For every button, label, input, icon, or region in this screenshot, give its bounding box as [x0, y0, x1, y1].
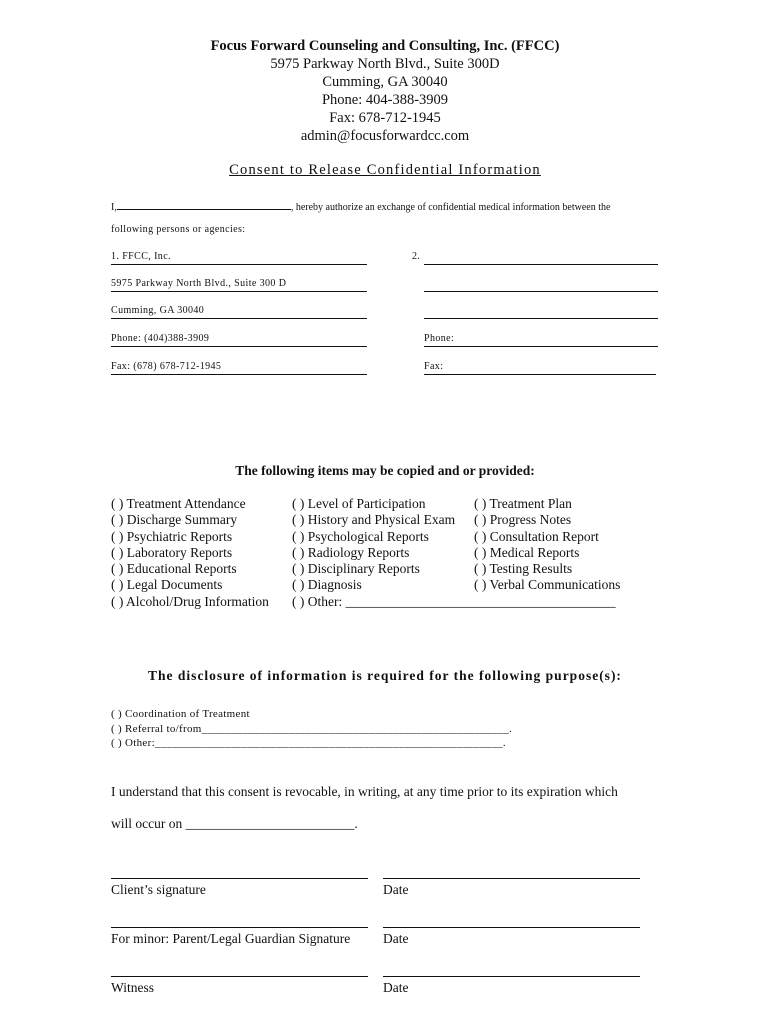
- party2-number: 2.: [412, 251, 421, 262]
- purpose-other[interactable]: ( ) Other:____________________________________________________________.: [111, 737, 506, 749]
- items-column-3: [474, 496, 620, 594]
- item-diagnosis[interactable]: ( ) Diagnosis: [292, 577, 362, 593]
- item-verbal-communications[interactable]: ( ) Verbal Communications: [474, 577, 621, 593]
- party1-phone: Phone: (404)388-3909: [111, 333, 367, 347]
- purpose-section-title: The disclosure of information is required for the following purpose(s):: [148, 668, 622, 683]
- client-date-label: Date: [383, 882, 409, 897]
- item-discharge-summary[interactable]: ( ) Discharge Summary: [111, 512, 238, 528]
- item-consultation-report[interactable]: ( ) Consultation Report: [474, 528, 599, 544]
- guardian-signature-line[interactable]: [111, 926, 368, 928]
- party2-name-field[interactable]: [424, 251, 658, 265]
- witness-signature-label: Witness: [111, 980, 154, 995]
- item-treatment-plan[interactable]: ( ) Treatment Plan: [474, 496, 572, 511]
- authorization-line2: following persons or agencies:: [111, 224, 246, 235]
- items-column-1: [111, 496, 269, 610]
- witness-signature-line[interactable]: [111, 975, 368, 977]
- item-alcohol-drug-information[interactable]: ( ) Alcohol/Drug Information: [111, 593, 269, 609]
- client-signature-line[interactable]: [111, 877, 368, 879]
- form-title: Consent to Release Confidential Information: [229, 162, 541, 178]
- client-date-line[interactable]: [383, 877, 640, 879]
- party1-name: 1. FFCC, Inc.: [111, 251, 367, 265]
- authorization-text: , hereby authorize an exchange of confidential medical information between the: [290, 202, 611, 213]
- authorization-prefix: I,: [111, 202, 117, 213]
- item-level-of-participation[interactable]: ( ) Level of Participation: [292, 496, 426, 511]
- purpose-list: [111, 707, 512, 751]
- party1-city: Cumming, GA 30040: [111, 305, 367, 319]
- org-address-line1: 5975 Parkway North Blvd., Suite 300D: [270, 56, 500, 72]
- guardian-date-line[interactable]: [383, 926, 640, 928]
- item-psychiatric-reports[interactable]: ( ) Psychiatric Reports: [111, 528, 233, 544]
- purpose-coordination-of-treatment[interactable]: ( ) Coordination of Treatment: [111, 708, 250, 720]
- party2-address-field[interactable]: [424, 278, 658, 292]
- authorization-line: [111, 198, 610, 213]
- party2-phone-field[interactable]: Phone:: [424, 333, 658, 347]
- party1-fax: Fax: (678) 678-712-1945: [111, 361, 367, 375]
- item-laboratory-reports[interactable]: ( ) Laboratory Reports: [111, 544, 233, 560]
- purpose-referral[interactable]: ( ) Referral to/from_____________________________________________________.: [111, 722, 513, 735]
- item-psychological-reports[interactable]: ( ) Psychological Reports: [292, 528, 429, 544]
- item-testing-results[interactable]: ( ) Testing Results: [474, 561, 573, 577]
- item-radiology-reports[interactable]: ( ) Radiology Reports: [292, 544, 410, 560]
- party2-fax-field[interactable]: Fax:: [424, 361, 656, 375]
- item-educational-reports[interactable]: ( ) Educational Reports: [111, 561, 237, 577]
- items-section-title: The following items may be copied and or provided:: [235, 463, 535, 478]
- consent-text-line2: will occur on _________________________.: [111, 816, 358, 831]
- item-medical-reports[interactable]: ( ) Medical Reports: [474, 544, 580, 560]
- item-legal-documents[interactable]: ( ) Legal Documents: [111, 577, 223, 593]
- org-fax: Fax: 678-712-1945: [329, 110, 441, 126]
- witness-date-label: Date: [383, 980, 409, 995]
- client-name-field[interactable]: [117, 198, 291, 210]
- org-name: Focus Forward Counseling and Consulting, Inc. (FFCC): [210, 38, 560, 54]
- org-email: admin@focusforwardcc.com: [300, 128, 470, 144]
- item-disciplinary-reports[interactable]: ( ) Disciplinary Reports: [292, 561, 420, 577]
- consent-text-line1: I understand that this consent is revocable, in writing, at any time prior to its expiration which: [111, 784, 618, 799]
- guardian-date-label: Date: [383, 931, 409, 946]
- org-phone: Phone: 404-388-3909: [321, 92, 449, 108]
- item-history-physical-exam[interactable]: ( ) History and Physical Exam: [292, 512, 456, 528]
- party2-city-field[interactable]: [424, 305, 658, 319]
- witness-date-line[interactable]: [383, 975, 640, 977]
- item-other[interactable]: ( ) Other: ________________________________________: [292, 593, 616, 609]
- org-address-line2: Cumming, GA 30040: [322, 74, 448, 90]
- party1-address: 5975 Parkway North Blvd., Suite 300 D: [111, 278, 367, 292]
- item-treatment-attendance[interactable]: ( ) Treatment Attendance: [111, 496, 246, 511]
- guardian-signature-label: For minor: Parent/Legal Guardian Signature: [111, 931, 351, 946]
- client-signature-label: Client’s signature: [111, 882, 206, 897]
- item-progress-notes[interactable]: ( ) Progress Notes: [474, 512, 572, 528]
